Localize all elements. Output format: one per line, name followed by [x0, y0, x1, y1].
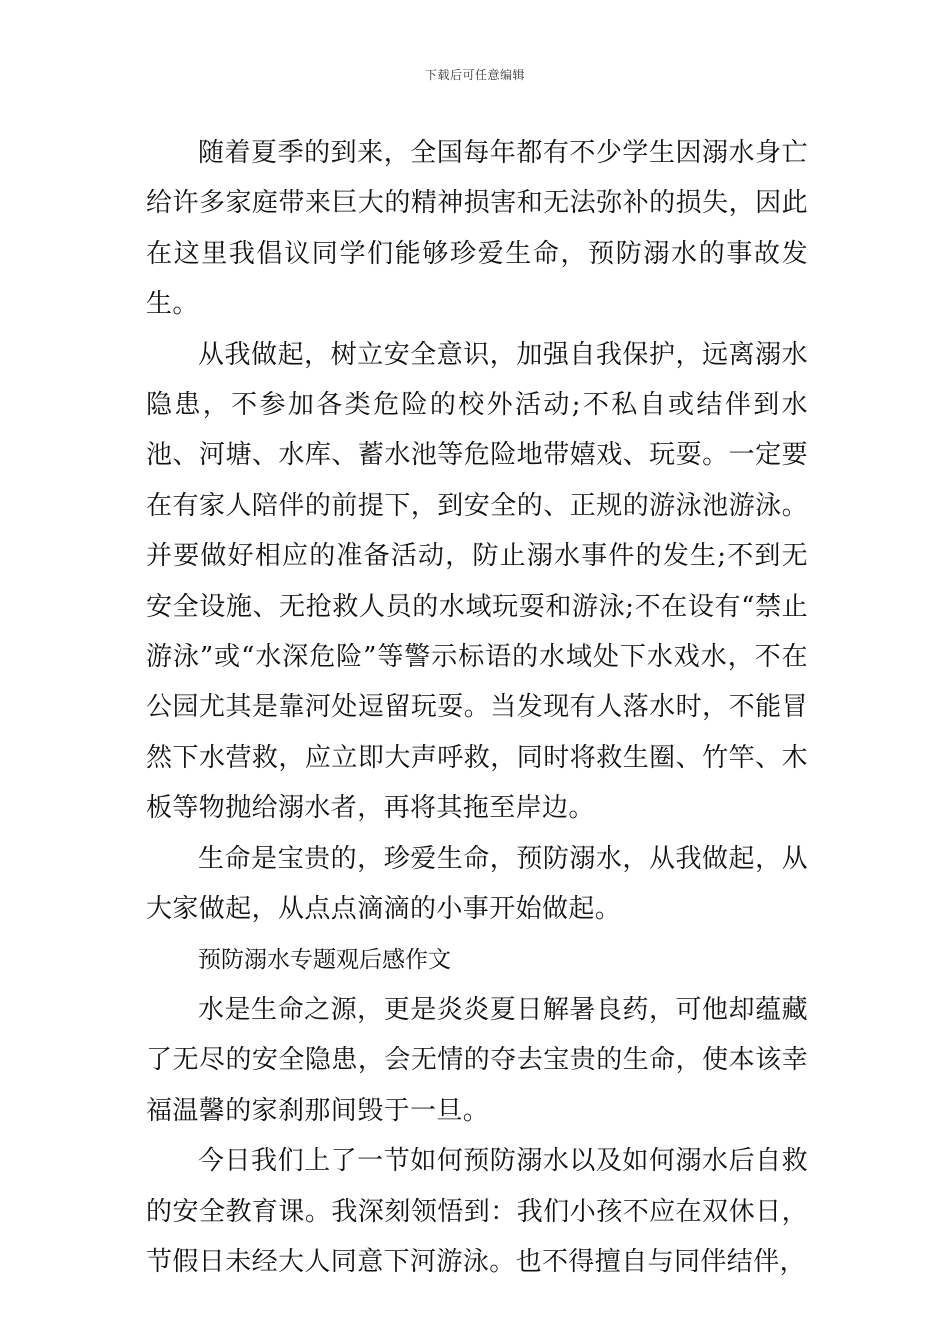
- page-header: 下载后可任意编辑: [424, 68, 525, 82]
- paragraph-2: 从我做起，树立安全意识，加强自我保护，远离溺水隐患，不参加各类危险的校外活动;不私自或结伴到水池、河塘、水库、蓄水池等危险地带嬉戏、玩耍。一定要在有家人陪伴的前提下，到安全的、正规的游泳池游泳。并要做好相应的准备活动，防止溺水事件的发生;不到无安全设施、无抢救人员的水域玩耍和游泳;不在设有“禁止游泳”或“水深危险”等警示标语的水域处下水戏水，不在公园尤其是靠河处逗留玩耍。当发现有人落水时，不能冒然下水营救，应立即大声呼救，同时将救生圈、竹竿、木板等物抛给溺水者，再将其拖至岸边。: [146, 339, 808, 824]
- essay-subtitle: 预防溺水专题观后感作文: [198, 946, 451, 973]
- paragraph-1: 随着夏季的到来，全国每年都有不少学生因溺水身亡给许多家庭带来巨大的精神损害和无法弥补的损失，因此在这里我倡议同学们能够珍爱生命，预防溺水的事故发生。: [146, 138, 808, 320]
- paragraph-4: 水是生命之源，更是炎炎夏日解暑良药，可他却蕴藏了无尽的安全隐患，会无情的夺去宝贵的生命，使本该幸福温馨的家刹那间毁于一旦。: [146, 994, 808, 1126]
- document-body: [146, 128, 808, 1287]
- paragraph-3: 生命是宝贵的，珍爱生命，预防溺水，从我做起，从大家做起，从点点滴滴的小事开始做起。: [146, 843, 808, 925]
- paragraph-5: 今日我们上了一节如何预防溺水以及如何溺水后自救的安全教育课。我深刻领悟到：我们小孩不应在双休日，节假日未经大人同意下河游泳。也不得擅自与同伴结伴，: [146, 1146, 808, 1277]
